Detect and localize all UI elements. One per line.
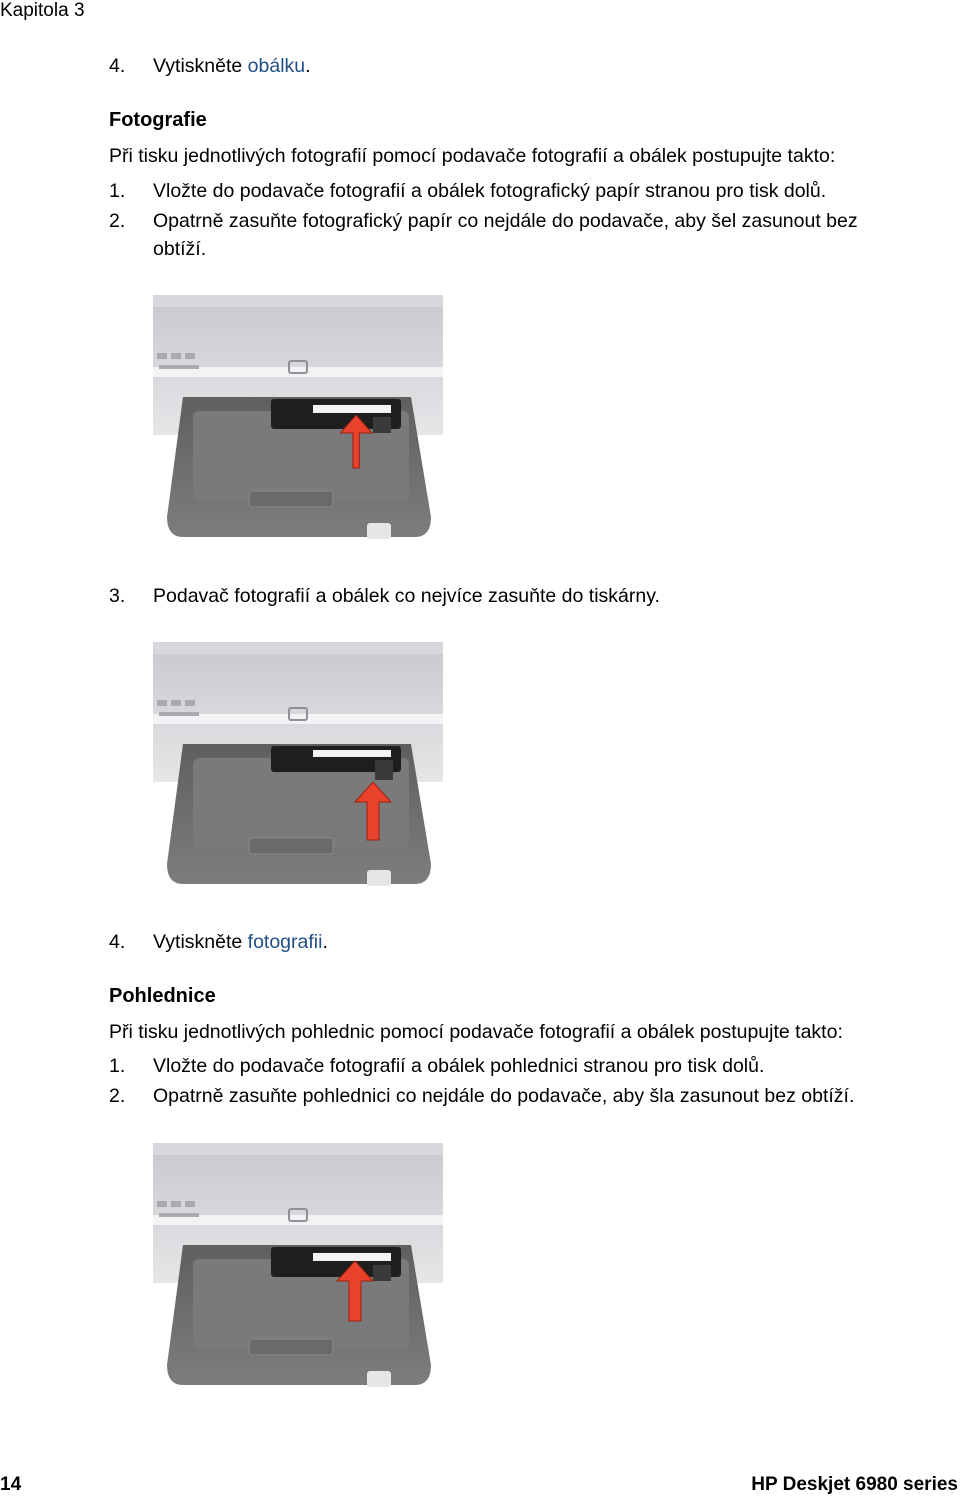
envelope-link[interactable]: obálku (247, 55, 306, 77)
photos-heading: Fotografie (109, 109, 207, 131)
printer-tray-image (153, 642, 443, 892)
step-number: 3. (109, 585, 126, 607)
photos-step-1: Vložte do podavače fotografií a obálek fotografický papír stranou pro tisk dolů. (153, 180, 827, 202)
product-name: HP Deskjet 6980 series (751, 1474, 958, 1495)
photos-intro: Při tisku jednotlivých fotografií pomocí podavače fotografií a obálek postupujte takto: (109, 145, 836, 167)
step-number: 4. (109, 931, 126, 953)
step-number: 2. (109, 1085, 126, 1107)
photos-step-3: Podavač fotografií a obálek co nejvíce zasuňte do tiskárny. (153, 585, 660, 607)
printer-illustration-2 (153, 642, 443, 892)
step-number: 2. (109, 210, 126, 232)
photo-link[interactable]: fotografii (247, 931, 323, 953)
step-number: 4. (109, 55, 126, 77)
envelope-step-4: Vytiskněte obálku. (153, 55, 311, 77)
page-number: 14 (0, 1474, 22, 1495)
postcards-intro: Při tisku jednotlivých pohlednic pomocí podavače fotografií a obálek postupujte takto: (109, 1021, 843, 1043)
printer-illustration-3 (153, 1143, 443, 1393)
postcards-heading: Pohlednice (109, 985, 216, 1007)
chapter-label: Kapitola 3 (0, 0, 85, 21)
photos-step-2-line-2: obtíží. (153, 238, 207, 260)
printer-tray-image (153, 295, 443, 545)
step-number: 1. (109, 180, 126, 202)
step-number: 1. (109, 1055, 126, 1077)
printer-illustration-1 (153, 295, 443, 545)
postcards-step-1: Vložte do podavače fotografií a obálek pohlednici stranou pro tisk dolů. (153, 1055, 765, 1077)
photos-step-2-line-1: Opatrně zasuňte fotografický papír co nejdále do podavače, aby šel zasunout bez (153, 210, 858, 232)
photos-step-4: Vytiskněte fotografii. (153, 931, 328, 953)
printer-tray-image (153, 1143, 443, 1393)
postcards-step-2: Opatrně zasuňte pohlednici co nejdále do podavače, aby šla zasunout bez obtíží. (153, 1085, 855, 1107)
